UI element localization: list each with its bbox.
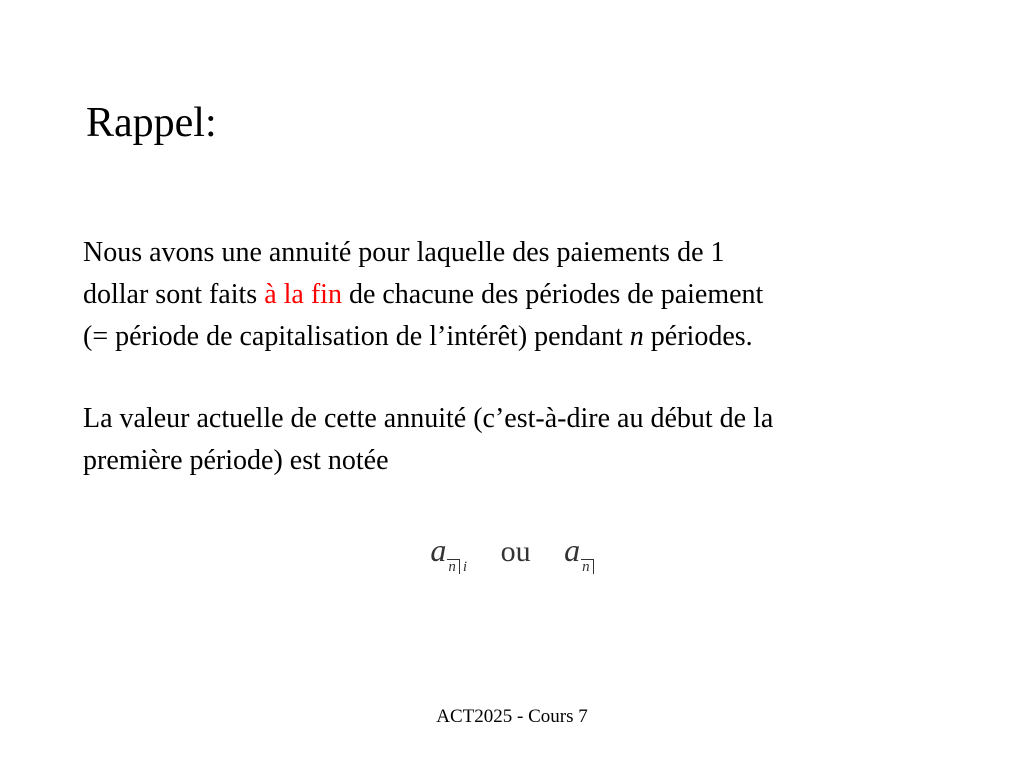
paragraph-1-line-1: Nous avons une annuité pour laquelle des paiements de 1	[83, 237, 725, 268]
line-3-text-before: (= période de capitalisation de l’intérêt) pendant	[83, 321, 630, 352]
angle-n-short	[581, 559, 594, 576]
rate-subscript-i: i	[462, 559, 468, 575]
paragraph-1-line-3	[83, 316, 983, 358]
slide-title: Rappel:	[86, 100, 217, 146]
annuity-symbol-with-rate: a	[430, 532, 447, 568]
paragraph-gap	[83, 358, 983, 398]
slide-body	[83, 232, 983, 482]
annuity-notation-formula	[0, 532, 1024, 576]
variable-n: n	[629, 321, 644, 352]
paragraph-present-value	[83, 398, 983, 482]
line-2-text-after: de chacune des périodes de paiement	[341, 279, 764, 310]
paragraph-1-line-2	[83, 274, 983, 316]
paragraph-2-line-2: première période) est notée	[83, 445, 389, 476]
angle-n-box: n	[447, 559, 460, 574]
angle-n-with-rate	[447, 559, 467, 576]
formula-connector-ou: ou	[500, 535, 531, 568]
slide-footer: ACT2025 - Cours 7	[436, 706, 588, 727]
angle-n-box-short: n	[581, 559, 594, 574]
annuity-symbol-short: a	[564, 532, 581, 568]
paragraph-annuity-definition	[83, 232, 983, 358]
line-2-text-before: dollar sont faits	[83, 279, 265, 310]
highlight-a-la-fin: à la fin	[264, 279, 342, 310]
line-3-text-after: périodes.	[643, 321, 753, 352]
paragraph-2-line-1: La valeur actuelle de cette annuité (c’est-à-dire au début de la	[83, 403, 774, 434]
